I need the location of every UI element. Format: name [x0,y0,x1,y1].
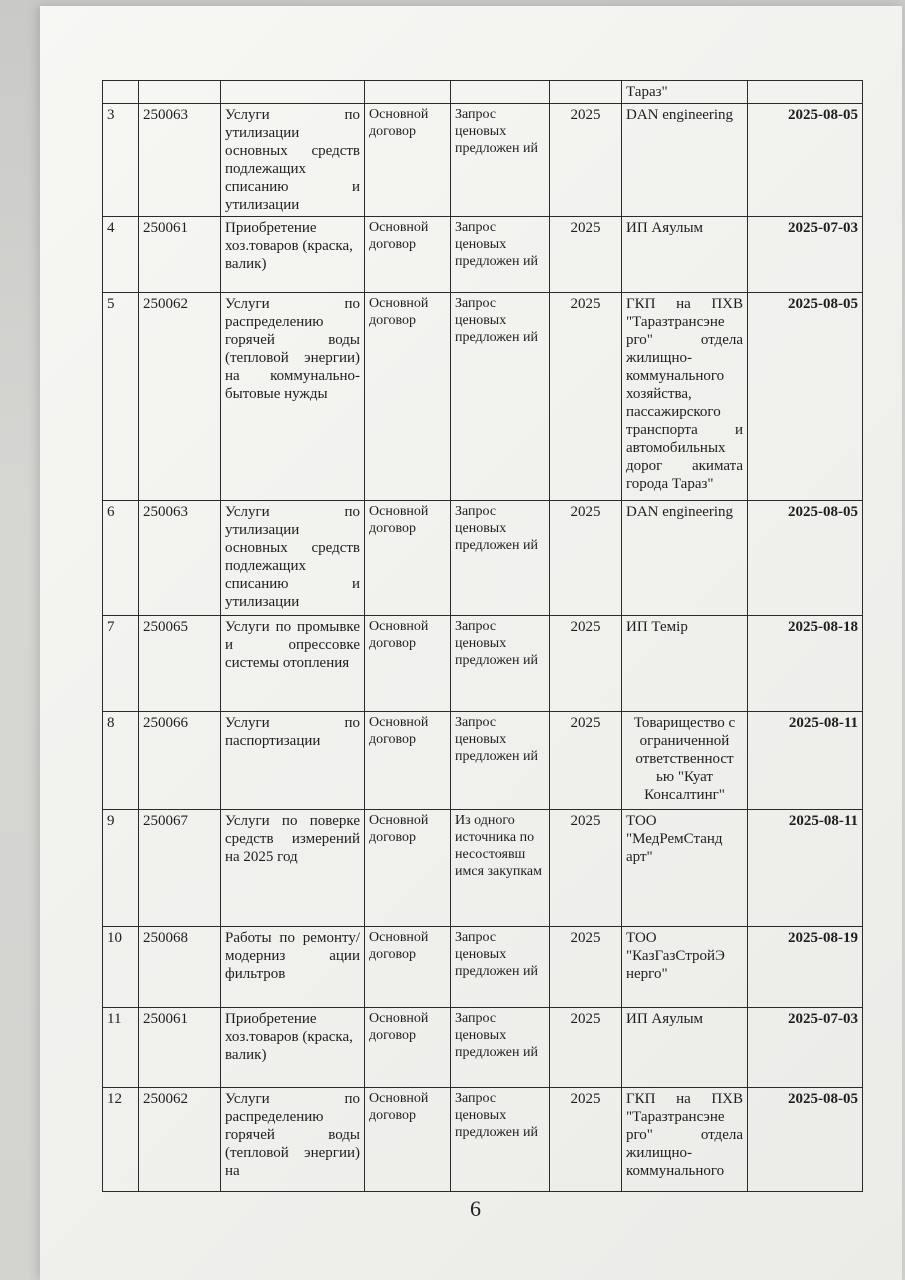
contract-type: Основной договор [365,501,451,616]
supplier-name: ИП Темір [622,616,748,712]
contract-date: 2025-08-11 [748,810,863,927]
item-name: Услуги по поверке средств измерений на 2025 год [221,810,365,927]
item-name: Работы по ремонту/модерниз ации фильтров [221,927,365,1008]
table-row [103,712,863,810]
table-row [103,104,863,217]
item-name: Услуги по паспортизации [221,712,365,810]
table-row [103,616,863,712]
row-number: 6 [103,501,139,616]
year: 2025 [550,616,622,712]
lot-code: 250068 [139,927,221,1008]
lot-code: 250063 [139,501,221,616]
supplier-name: Товарищество с ограниченной ответственност ью "Куат Консалтинг" [622,712,748,810]
contract-type: Основной договор [365,293,451,501]
procurement-method: Запрос ценовых предложен ий [451,501,550,616]
lot-code: 250061 [139,217,221,293]
row-number: 12 [103,1088,139,1192]
procurement-method: Из одного источника по несостоявш имся закупкам [451,810,550,927]
contract-type: Основной договор [365,217,451,293]
supplier-name: DAN engineering [622,501,748,616]
row-number: 11 [103,1008,139,1088]
table-row-continued [103,81,863,104]
contract-date: 2025-07-03 [748,1008,863,1088]
row-number: 8 [103,712,139,810]
contract-type: Основной договор [365,927,451,1008]
year: 2025 [550,1088,622,1192]
lot-code: 250065 [139,616,221,712]
supplier-name: ТОО "МедРемСтанд арт" [622,810,748,927]
supplier-cell: Тараз" [622,81,748,104]
supplier-name: ИП Аяулым [622,1008,748,1088]
contract-date: 2025-08-05 [748,501,863,616]
table-row [103,1008,863,1088]
contract-date: 2025-07-03 [748,217,863,293]
row-number: 3 [103,104,139,217]
year: 2025 [550,104,622,217]
item-name: Услуги по утилизации основных средств подлежащих списанию и утилизации [221,104,365,217]
contract-date: 2025-08-05 [748,1088,863,1192]
procurement-method: Запрос ценовых предложен ий [451,712,550,810]
contract-date: 2025-08-11 [748,712,863,810]
contract-type: Основной договор [365,1088,451,1192]
procurement-method: Запрос ценовых предложен ий [451,1008,550,1088]
contract-type: Основной договор [365,712,451,810]
lot-code: 250066 [139,712,221,810]
contract-date: 2025-08-18 [748,616,863,712]
lot-code: 250067 [139,810,221,927]
supplier-name: ИП Аяулым [622,217,748,293]
table-row [103,927,863,1008]
item-name: Услуги по распределению горячей воды (тепловой энергии) на [221,1088,365,1192]
table-row [103,810,863,927]
lot-code: 250062 [139,293,221,501]
year: 2025 [550,927,622,1008]
contract-date: 2025-08-05 [748,293,863,501]
supplier-name: ТОО "КазГазСтройЭ нерго" [622,927,748,1008]
contract-date: 2025-08-19 [748,927,863,1008]
contract-date: 2025-08-05 [748,104,863,217]
table-row [103,293,863,501]
table-row [103,501,863,616]
lot-code: 250063 [139,104,221,217]
row-number: 5 [103,293,139,501]
year: 2025 [550,810,622,927]
supplier-name: ГКП на ПХВ "Таразтрансэне рго" отдела жилищно-коммунального [622,1088,748,1192]
year: 2025 [550,712,622,810]
procurement-method: Запрос ценовых предложен ий [451,104,550,217]
procurement-table [102,80,863,1192]
year: 2025 [550,501,622,616]
procurement-method: Запрос ценовых предложен ий [451,217,550,293]
table-row [103,1088,863,1192]
procurement-method: Запрос ценовых предложен ий [451,927,550,1008]
year: 2025 [550,217,622,293]
table-row [103,217,863,293]
contract-type: Основной договор [365,810,451,927]
item-name: Услуги по утилизации основных средств подлежащих списанию и утилизации [221,501,365,616]
page-number: 6 [470,1196,481,1221]
procurement-method: Запрос ценовых предложен ий [451,616,550,712]
lot-code: 250061 [139,1008,221,1088]
item-name: Приобретение хоз.товаров (краска, валик) [221,217,365,293]
row-number: 9 [103,810,139,927]
contract-type: Основной договор [365,104,451,217]
item-name: Услуги по промывке и опрессовке системы отопления [221,616,365,712]
item-name: Услуги по распределению горячей воды (тепловой энергии) на коммунально-бытовые нужды [221,293,365,501]
row-number: 4 [103,217,139,293]
row-number: 7 [103,616,139,712]
year: 2025 [550,1008,622,1088]
row-number: 10 [103,927,139,1008]
contract-type: Основной договор [365,616,451,712]
procurement-method: Запрос ценовых предложен ий [451,1088,550,1192]
year: 2025 [550,293,622,501]
procurement-method: Запрос ценовых предложен ий [451,293,550,501]
supplier-name: ГКП на ПХВ "Таразтрансэне рго" отдела жилищно-коммунального хозяйства, пассажирского транспорта и автомобильных дорог акимата города Тараз" [622,293,748,501]
supplier-name: DAN engineering [622,104,748,217]
lot-code: 250062 [139,1088,221,1192]
contract-type: Основной договор [365,1008,451,1088]
item-name: Приобретение хоз.товаров (краска, валик) [221,1008,365,1088]
